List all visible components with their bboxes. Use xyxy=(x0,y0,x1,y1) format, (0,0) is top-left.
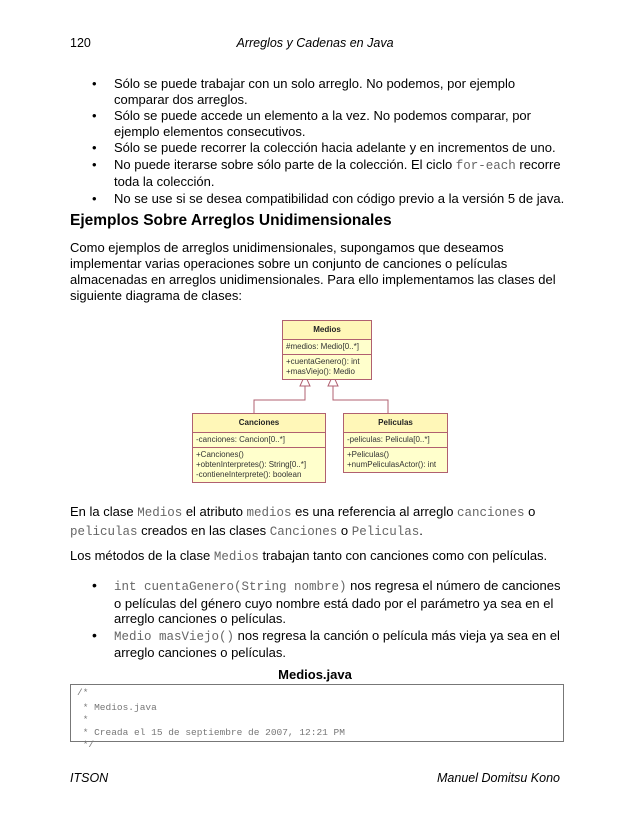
uml-class-name: Peliculas xyxy=(344,414,447,433)
list-item: • Sólo se puede trabajar con un solo arreglo. No podemos, por ejemplo comparar dos arreglos. xyxy=(96,76,568,107)
list-item: • Sólo se puede accede un elemento a la vez. No podemos comparar, por ejemplo elementos consecutivos. xyxy=(96,108,568,139)
uml-attributes xyxy=(283,340,371,355)
code-line: /* xyxy=(77,687,89,698)
methods-list xyxy=(96,578,568,662)
code-line: * Creada el 15 de septiembre de 2007, 12:21 PM xyxy=(77,726,345,738)
list-item xyxy=(96,578,568,627)
list-item-text: nos regresa el número de canciones o películas del género cuyo nombre está dado por el parámetro ya sea en el arreglo canciones o películas. xyxy=(114,578,561,626)
uml-attribute: -peliculas: Pelicula[0..*] xyxy=(347,435,430,444)
code-line: * xyxy=(77,714,89,725)
inline-code: int cuentaGenero(String nombre) xyxy=(114,580,347,594)
inline-code: Medios xyxy=(137,506,183,520)
intro-paragraph: Como ejemplos de arreglos unidimensionales, supongamos que deseamos implementar varias operaciones sobre un conjunto de canciones o películas almacenadas en arreglos unidimensionales. Para ello implementamos las clases del siguiente diagrama de clases: xyxy=(70,240,556,303)
uml-method: -contieneInterprete(): boolean xyxy=(196,470,302,479)
uml-class-peliculas xyxy=(343,413,448,473)
list-item: • Sólo se puede recorrer la colección hacia adelante y en incrementos de uno. xyxy=(96,140,568,156)
code-line: */ xyxy=(77,739,95,750)
paragraph-text: es una referencia al arreglo xyxy=(291,504,458,519)
uml-class-name: Canciones xyxy=(193,414,325,433)
code-listing-title: Medios.java xyxy=(278,667,352,682)
code-listing xyxy=(70,684,564,750)
inline-code: Canciones xyxy=(269,525,338,539)
methods-paragraph xyxy=(70,548,560,565)
inline-code: for-each xyxy=(455,158,516,173)
uml-attribute: -canciones: Cancion[0..*] xyxy=(196,435,285,444)
inline-code: peliculas xyxy=(70,525,138,539)
uml-class-name: Medios xyxy=(283,321,371,340)
uml-method: +numPeliculasActor(): int xyxy=(347,460,437,469)
code-line: * Medios.java xyxy=(77,701,157,713)
uml-class-canciones xyxy=(192,413,326,483)
paragraph-text: Los métodos de la clase xyxy=(70,548,214,563)
uml-method: +Peliculas() xyxy=(347,450,390,459)
footer-right: Manuel Domitsu Kono xyxy=(437,771,560,785)
inline-code: Peliculas xyxy=(351,525,420,539)
list-item-text: recorre toda la colección. xyxy=(114,156,561,189)
list-item-text: No puede iterarse sobre sólo parte de la colección. El ciclo xyxy=(114,156,456,172)
running-title: Arreglos y Cadenas en Java xyxy=(236,36,394,50)
uml-method: +cuentaGenero(): int xyxy=(286,357,360,366)
uml-methods xyxy=(283,355,371,379)
uml-attributes xyxy=(193,433,325,448)
footer-left: ITSON xyxy=(70,771,109,785)
inline-code: canciones xyxy=(457,506,525,520)
page-number: 120 xyxy=(70,36,91,50)
paragraph-text: . xyxy=(419,523,423,538)
inline-code: Medios xyxy=(213,550,259,564)
uml-method: +Canciones() xyxy=(196,450,244,459)
uml-class-medios xyxy=(282,320,372,380)
paragraph-text: creados en las clases xyxy=(137,523,270,538)
section-heading: Ejemplos Sobre Arreglos Unidimensionales xyxy=(70,212,392,229)
uml-method: +masViejo(): Medio xyxy=(286,367,355,376)
uml-methods xyxy=(344,448,447,472)
class-diagram xyxy=(192,320,450,492)
uml-methods xyxy=(193,448,325,482)
inline-code: Medio masViejo() xyxy=(114,629,235,644)
attribute-paragraph xyxy=(70,503,560,541)
paragraph-text: el atributo xyxy=(182,504,247,519)
uml-method: +obtenInterpretes(): String[0..*] xyxy=(196,460,307,469)
list-item xyxy=(96,157,568,190)
paragraph-text: En la clase xyxy=(70,504,138,519)
paragraph-text: o xyxy=(524,504,536,519)
uml-attribute: #medios: Medio[0..*] xyxy=(286,342,359,351)
list-item xyxy=(96,628,568,661)
limitations-list xyxy=(96,76,568,207)
paragraph-text: trabajan tanto con canciones como con películas. xyxy=(258,548,548,563)
uml-attributes xyxy=(344,433,447,448)
list-item-text: nos regresa la canción o película más vieja ya sea en el arreglo canciones o películas. xyxy=(114,627,560,660)
list-item: • No se use si se desea compatibilidad con código previo a la versión 5 de java. xyxy=(96,191,568,207)
inline-code: medios xyxy=(246,506,292,520)
paragraph-text: o xyxy=(337,523,352,538)
